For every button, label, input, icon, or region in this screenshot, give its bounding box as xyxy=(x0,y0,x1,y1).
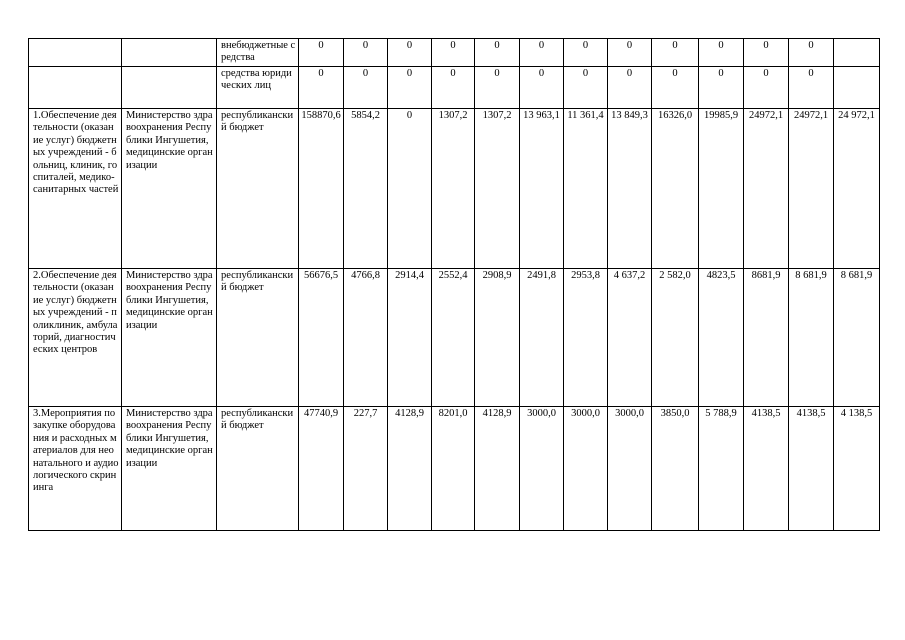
value-cell: 11 361,4 xyxy=(564,109,608,269)
value-cell: 227,7 xyxy=(344,407,388,531)
value-cell: 0 xyxy=(608,67,652,109)
value-cell: 0 xyxy=(699,39,744,67)
value-cell: 4823,5 xyxy=(699,269,744,407)
value-cell: 4138,5 xyxy=(744,407,789,531)
program-name-cell: 2.Обеспечение деятельности (оказание услуг) бюджетных учреждений - поликлиник, амбулаторий, диагностических центров xyxy=(29,269,122,407)
table-row xyxy=(29,407,880,531)
value-cell: 56676,5 xyxy=(299,269,344,407)
value-cell: 0 xyxy=(564,67,608,109)
program-name-cell xyxy=(29,67,122,109)
executor-cell: Министерство здравоохранения Республики Ингушетия, медицинские организации xyxy=(122,109,217,269)
value-cell: 0 xyxy=(475,39,520,67)
value-cell: 3000,0 xyxy=(608,407,652,531)
value-cell: 0 xyxy=(744,39,789,67)
funding-source-cell: республиканский бюджет xyxy=(217,269,299,407)
value-cell: 0 xyxy=(432,67,475,109)
program-name-cell: 1.Обеспечение деятельности (оказание услуг) бюджетных учреждений - больниц, клиник, госпиталей, медико-санитарных частей xyxy=(29,109,122,269)
value-cell: 0 xyxy=(388,109,432,269)
value-cell: 0 xyxy=(475,67,520,109)
value-cell: 0 xyxy=(299,67,344,109)
value-cell: 2953,8 xyxy=(564,269,608,407)
value-cell: 4766,8 xyxy=(344,269,388,407)
value-cell: 5854,2 xyxy=(344,109,388,269)
value-cell: 8681,9 xyxy=(744,269,789,407)
funding-source-cell: республиканский бюджет xyxy=(217,109,299,269)
funding-source-cell: республиканский бюджет xyxy=(217,407,299,531)
value-cell: 8 681,9 xyxy=(834,269,880,407)
executor-cell xyxy=(122,67,217,109)
value-cell: 3000,0 xyxy=(564,407,608,531)
value-cell: 24 972,1 xyxy=(834,109,880,269)
value-cell: 0 xyxy=(388,67,432,109)
value-cell: 3000,0 xyxy=(520,407,564,531)
value-cell: 158870,6 xyxy=(299,109,344,269)
funding-source-cell: средства юридических лиц xyxy=(217,67,299,109)
value-cell: 2 582,0 xyxy=(652,269,699,407)
value-cell: 8 681,9 xyxy=(789,269,834,407)
value-cell: 4138,5 xyxy=(789,407,834,531)
table-row xyxy=(29,39,880,67)
funding-source-cell: внебюджетные средства xyxy=(217,39,299,67)
value-cell: 1307,2 xyxy=(475,109,520,269)
value-cell: 13 849,3 xyxy=(608,109,652,269)
executor-cell: Министерство здравоохранения Республики Ингушетия, медицинские организации xyxy=(122,269,217,407)
value-cell: 0 xyxy=(789,67,834,109)
value-cell: 3850,0 xyxy=(652,407,699,531)
value-cell: 2491,8 xyxy=(520,269,564,407)
value-cell: 0 xyxy=(432,39,475,67)
program-name-cell: 3.Мероприятия по закупке оборудования и расходных материалов для неонатального и аудиологического скрининга xyxy=(29,407,122,531)
value-cell xyxy=(834,67,880,109)
value-cell: 1307,2 xyxy=(432,109,475,269)
value-cell: 16326,0 xyxy=(652,109,699,269)
value-cell: 2552,4 xyxy=(432,269,475,407)
value-cell: 0 xyxy=(344,39,388,67)
value-cell: 4128,9 xyxy=(475,407,520,531)
value-cell: 24972,1 xyxy=(789,109,834,269)
table-row xyxy=(29,67,880,109)
value-cell: 8201,0 xyxy=(432,407,475,531)
value-cell: 0 xyxy=(520,67,564,109)
value-cell xyxy=(834,39,880,67)
value-cell: 0 xyxy=(608,39,652,67)
value-cell: 19985,9 xyxy=(699,109,744,269)
value-cell: 5 788,9 xyxy=(699,407,744,531)
value-cell: 0 xyxy=(520,39,564,67)
table-body xyxy=(29,39,880,531)
value-cell: 4 138,5 xyxy=(834,407,880,531)
value-cell: 0 xyxy=(744,67,789,109)
value-cell: 4128,9 xyxy=(388,407,432,531)
budget-table xyxy=(28,38,880,531)
value-cell: 0 xyxy=(652,67,699,109)
value-cell: 0 xyxy=(388,39,432,67)
value-cell: 0 xyxy=(299,39,344,67)
executor-cell: Министерство здравоохранения Республики Ингушетия, медицинские организации xyxy=(122,407,217,531)
value-cell: 0 xyxy=(699,67,744,109)
value-cell: 24972,1 xyxy=(744,109,789,269)
value-cell: 0 xyxy=(789,39,834,67)
value-cell: 0 xyxy=(652,39,699,67)
value-cell: 0 xyxy=(344,67,388,109)
value-cell: 4 637,2 xyxy=(608,269,652,407)
value-cell: 13 963,1 xyxy=(520,109,564,269)
program-name-cell xyxy=(29,39,122,67)
executor-cell xyxy=(122,39,217,67)
table-row xyxy=(29,269,880,407)
value-cell: 47740,9 xyxy=(299,407,344,531)
table-row xyxy=(29,109,880,269)
value-cell: 0 xyxy=(564,39,608,67)
value-cell: 2908,9 xyxy=(475,269,520,407)
value-cell: 2914,4 xyxy=(388,269,432,407)
